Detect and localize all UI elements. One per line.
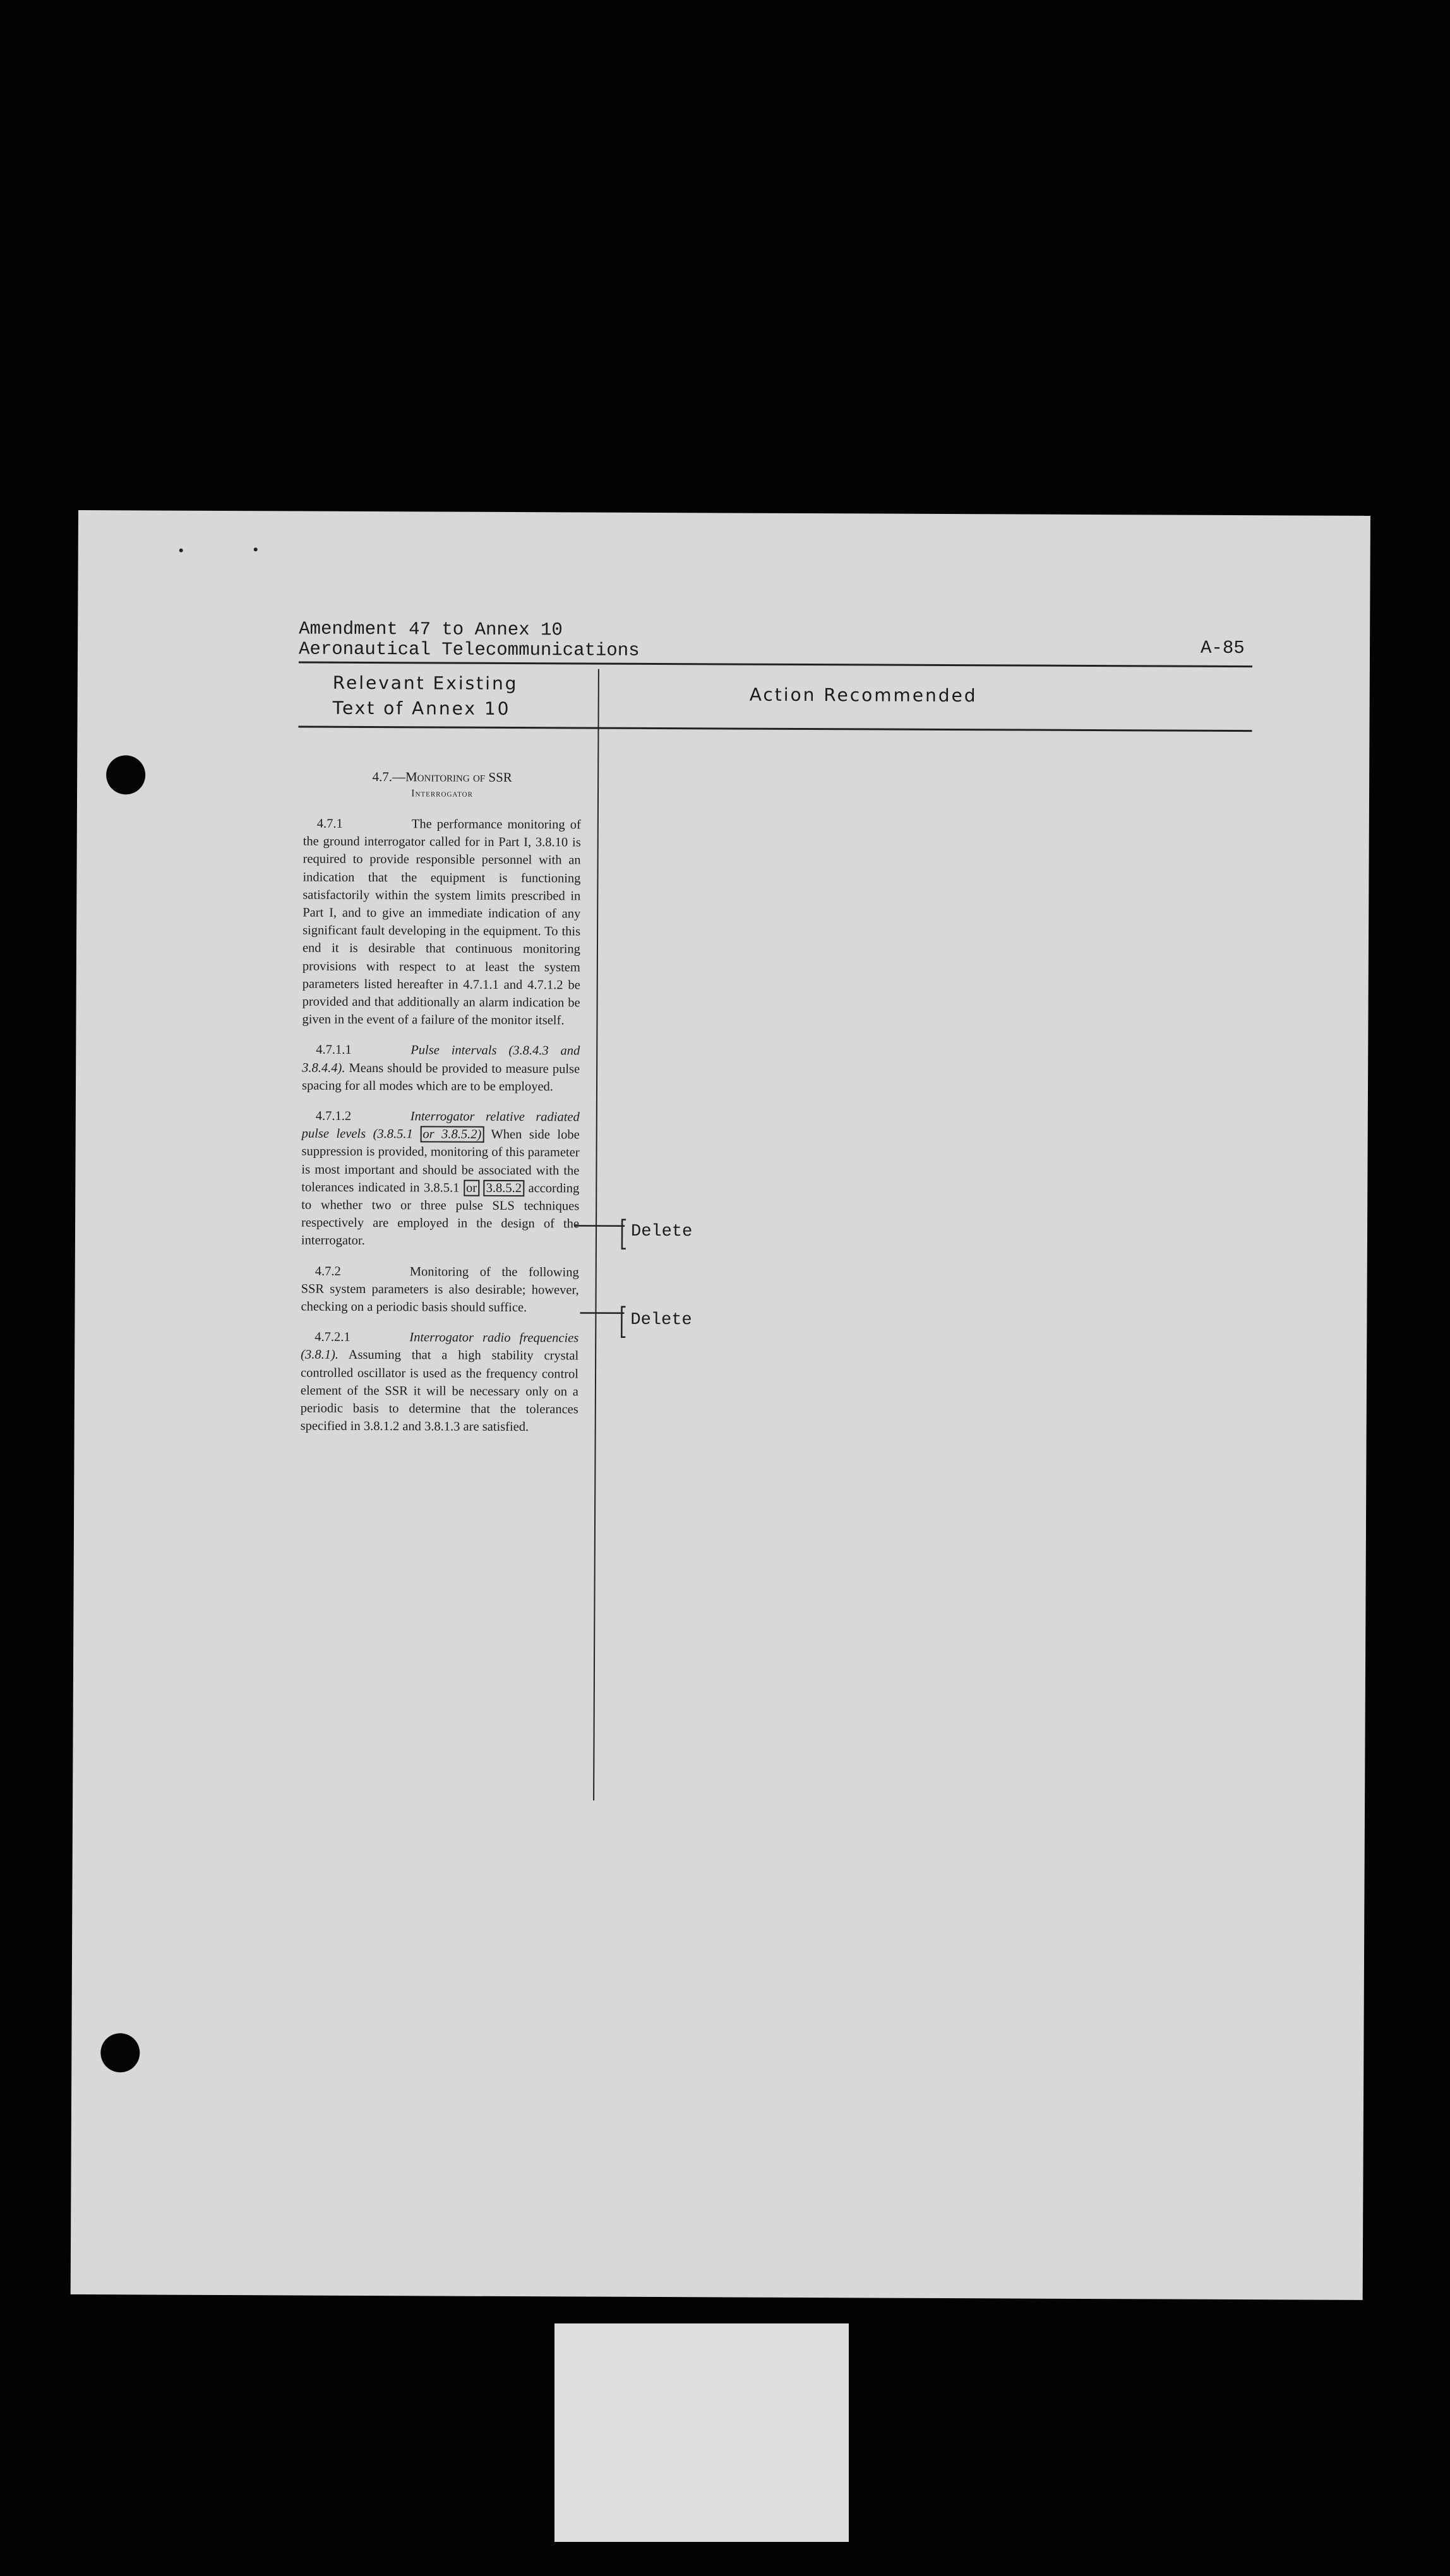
delete-action-1: Delete [630, 1222, 693, 1242]
paragraph-text: Means should be provided to measure pulse spacing for all modes which are to be employed. [301, 1061, 580, 1094]
column-head-left-line2: Text of Annex 10 [332, 697, 511, 719]
paragraph-number: 4.7.1.2 [315, 1109, 352, 1123]
section-title-part-c: Interrogator [411, 788, 473, 799]
paragraph-number: 4.7.1.1 [316, 1043, 352, 1058]
paragraph-number: 4.7.1 [316, 816, 343, 831]
paragraph-text: according to whether two or three pulse SLS techniques respectively are employed in the design of the interrogator. [301, 1181, 580, 1248]
deletion-brackets [71, 510, 1370, 2300]
paragraph-text: When side lobe suppression is provided, monitoring of this parameter is most important and should be associated with the tolerances indicated in 3.8.5.1 [301, 1128, 580, 1195]
paragraph-text: Assuming that a high stability crystal controlled oscillator is used as the frequency control element of the SSR it will be necessary only on a periodic basis to determine that the tolerances specified in 3.8.1.2 and 3.8.1.3 are satisfied. [300, 1348, 579, 1434]
section-title-part-b: SSR [488, 769, 512, 785]
section-number: 4.7.— [372, 769, 406, 785]
paragraph-title: Pulse intervals (3.8.4.3 and 3.8.4.4). [302, 1043, 580, 1075]
boxed-deletion-1: or 3.8.5.2) [420, 1126, 484, 1143]
paragraph-text: The performance monitoring of the ground interrogator called for in Part I, 3.8.10 is required to provide responsible personnel with an indication that the equipment is functioning satisfactorily within the system limits prescribed in Part I, and to give an immediate indication of any significant fault developing in the equipment. To this end it is desirable that continuous monitoring provisions with respect to at least the system parameters listed hereafter in 4.7.1.1 and 4.7.1.2 be provided and that additionally an alarm indication be given in the event of a failure of the monitor itself. [302, 817, 581, 1028]
boxed-deletion-2b: 3.8.5.2 [484, 1180, 524, 1196]
paragraph-number: 4.7.2.1 [315, 1330, 351, 1345]
section-title-part-a: Monitoring of [405, 769, 486, 785]
column-head-right: Action Recommended [749, 684, 978, 707]
delete-action-2: Delete [630, 1310, 692, 1330]
paragraph-text: Monitoring of the following SSR system parameters is also desirable; however, checking on a periodic basis should suffice. [301, 1264, 579, 1315]
bracket-2 [621, 1307, 625, 1337]
header-annex-title: Aeronautical Telecommunications [298, 638, 640, 661]
bracket-1 [622, 1220, 626, 1249]
paragraph-number: 4.7.2 [315, 1264, 341, 1279]
header-amendment: Amendment 47 to Annex 10 [299, 618, 563, 641]
document-page [71, 510, 1370, 2300]
film-frame-card [554, 2323, 849, 2542]
boxed-deletion-2a: or [464, 1180, 479, 1196]
page-number: A-85 [1200, 637, 1245, 659]
column-head-left-line1: Relevant Existing [332, 672, 518, 695]
paragraph-title: Interrogator radio frequencies (3.8.1). [301, 1330, 579, 1363]
paragraph-title: Interrogator relative radiated pulse levels (3.8.5.1 [301, 1109, 580, 1142]
